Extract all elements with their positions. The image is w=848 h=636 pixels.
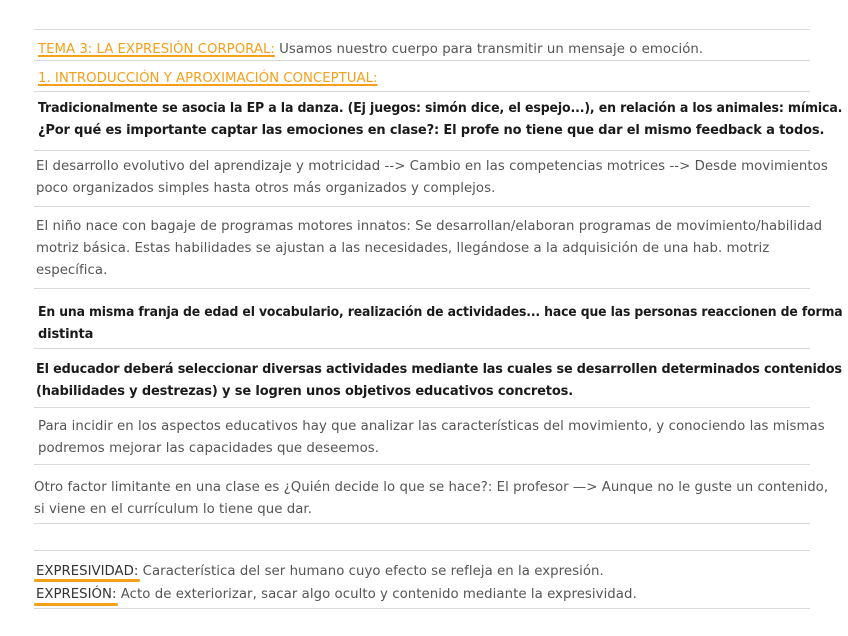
rule-line	[34, 91, 810, 92]
paragraph-line: Tradicionalmente se asocia la EP a la danza. (Ej juegos: simón dice, el espejo...), en relación a los animales: mímica.	[38, 101, 843, 116]
term-underline	[34, 579, 140, 582]
rule-line	[34, 348, 810, 349]
definition-term: EXPRESIÓN:	[36, 587, 117, 602]
paragraph-line: si viene en el currículum lo tiene que dar.	[34, 502, 313, 517]
rule-line	[34, 550, 810, 551]
topic-text: Usamos nuestro cuerpo para transmitir un mensaje o emoción.	[274, 42, 704, 57]
paragraph-line: ¿Por qué es importante captar las emociones en clase?: El profe no tiene que dar el mismo feedback a todos.	[38, 123, 825, 138]
topic-label: TEMA 3: LA EXPRESIÓN CORPORAL:	[38, 42, 275, 57]
paragraph-line: distinta	[38, 327, 94, 342]
rule-line	[34, 29, 810, 30]
paragraph-line: El niño nace con bagaje de programas motores innatos: Se desarrollan/elaboran programas de movimiento/habilidad	[36, 219, 823, 234]
definition-expresion	[36, 586, 637, 604]
rule-line	[34, 523, 810, 524]
paragraph-line: Para incidir en los aspectos educativos hay que analizar las características del movimiento, y conociendo las mismas	[38, 419, 825, 434]
rule-line	[34, 288, 810, 289]
paragraph-line: motriz básica. Estas habilidades se ajustan a las necesidades, llegándose a la adquisición de una hab. motriz	[36, 241, 770, 256]
topic-line	[38, 41, 703, 59]
rule-line	[34, 60, 810, 61]
paragraph-line: (habilidades y destrezas) y se logren unos objetivos educativos concretos.	[36, 384, 574, 399]
definition-text: Característica del ser humano cuyo efecto se refleja en la expresión.	[138, 564, 604, 579]
rule-line	[34, 464, 810, 465]
rule-line	[34, 407, 810, 408]
definition-text: Acto de exteriorizar, sacar algo oculto y contenido mediante la expresividad.	[116, 587, 637, 602]
paragraph-line: El desarrollo evolutivo del aprendizaje y motricidad --> Cambio en las competencias motrices --> Desde movimientos	[36, 159, 828, 174]
paragraph-line: podremos mejorar las capacidades que deseemos.	[38, 441, 380, 456]
paragraph-line: poco organizados simples hasta otros más organizados y complejos.	[36, 181, 496, 196]
section-title: 1. INTRODUCCIÓN Y APROXIMACIÓN CONCEPTUAL:	[38, 71, 378, 86]
paragraph-line: Otro factor limitante en una clase es ¿Quién decide lo que se hace?: El profesor —> Aunque no le guste un contenido,	[34, 480, 829, 495]
paragraph-line: En una misma franja de edad el vocabulario, realización de actividades... hace que las personas reaccionen de forma	[38, 305, 843, 320]
term-underline	[34, 603, 118, 606]
rule-line	[34, 150, 810, 151]
rule-line	[34, 608, 810, 609]
paragraph-line: específica.	[36, 263, 108, 278]
paragraph-line: El educador deberá seleccionar diversas actividades mediante las cuales se desarrollen determinados contenidos	[36, 362, 842, 377]
rule-line	[34, 206, 810, 207]
definition-term: EXPRESIVIDAD:	[36, 564, 139, 579]
